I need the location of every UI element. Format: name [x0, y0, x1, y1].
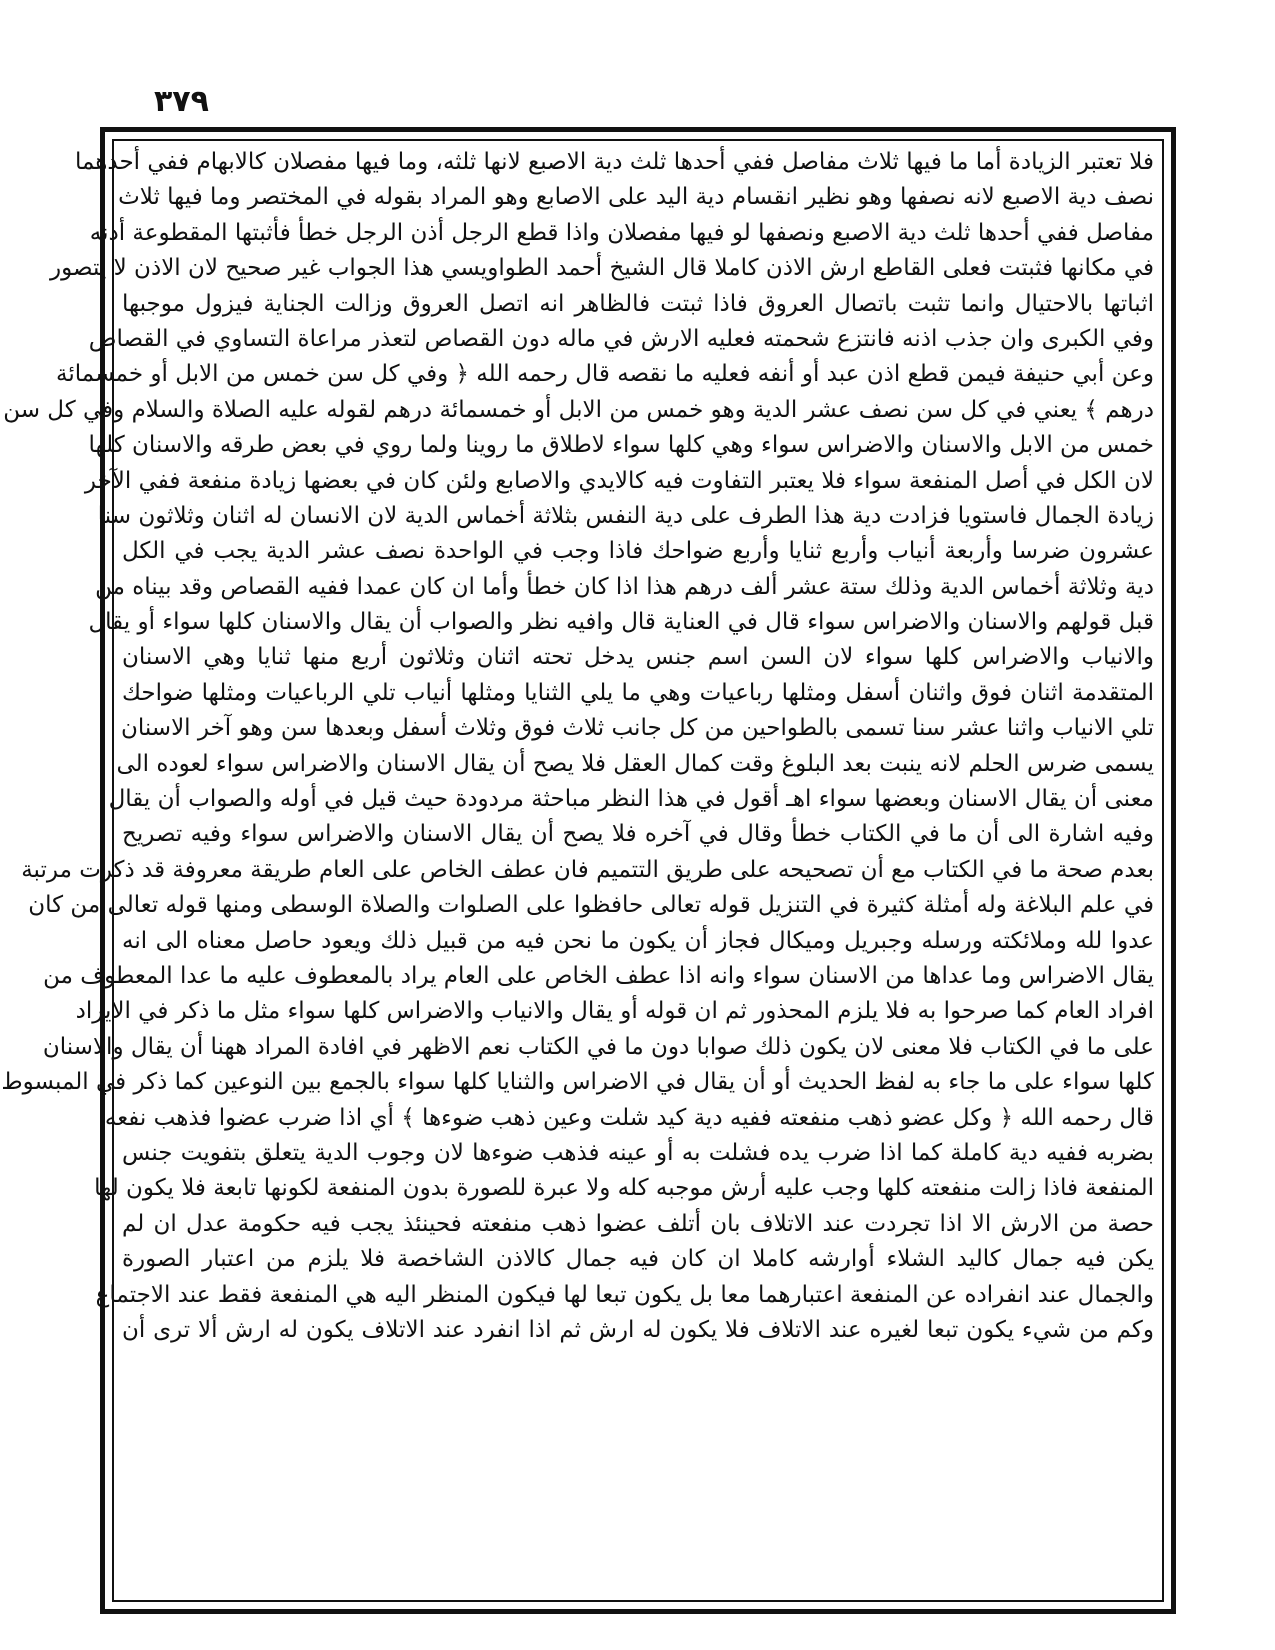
text-line: والجمال عند انفراده عن المنفعة اعتبارهما معا بل يكون تبعا لها فيكون المنظر اليه هي المنفعة فقط عند الاجتماع [95, 1281, 1154, 1308]
text-line: قال رحمه الله ﴿ وكل عضو ذهب منفعته ففيه دية كيد شلت وعين ذهب ضوءها ﴾ أي اذا ضرب عضوا فذهب نفعه [104, 1104, 1154, 1131]
text-line: عدوا لله وملائكته ورسله وجبريل وميكال فجاز أن يكون ما نحن فيه من قبيل ذلك ويعود حاصل معناه الى انه [122, 927, 1154, 954]
text-line: وفيه اشارة الى أن ما في الكتاب خطأ وقال في آخره فلا يصح أن يقال الاسنان والاضراس سواء وفيه تصريح [122, 821, 1154, 848]
text-line: اثباتها بالاحتيال وانما تثبت باتصال العروق فاذا ثبتت فالظاهر انه اتصل العروق وزالت الجناية فيزول موجبها [122, 290, 1154, 317]
text-frame [1, 139, 1164, 1602]
text-line: قبل قولهم والاسنان والاضراس سواء قال في العناية قال وافيه نظر والصواب أن يقال والاسنان كلها سواء أو يقال [88, 609, 1154, 636]
text-line: نصف دية الاصبع لانه نصفها وهو نظير انقسام دية اليد على الاصابع وهو المراد بقوله في المختصر وما فيها ثلاث [118, 184, 1154, 211]
text-line: كلها سواء على ما جاء به لفظ الحديث أو أن يقال في الاضراس والثنايا كلها سواء بالجمع بين النوعين كما ذكر في المبسوط [1, 1069, 1154, 1096]
text-line: وفي الكبرى وان جذب اذنه فانتزع شحمته فعليه الارش في ماله دون القصاص لتعذر مراعاة التساوي في القصاص [88, 325, 1154, 352]
text-line: والانياب والاضراس كلها سواء لان السن اسم جنس يدخل تحته اثنان وثلاثون أربع منها ثنايا وهي الاسنان [122, 644, 1154, 671]
text-body [1, 145, 1154, 1348]
text-line: وعن أبي حنيفة فيمن قطع اذن عبد أو أنفه فعليه ما نقصه قال رحمه الله ﴿ وفي كل سن خمس من الابل أو خمسمائة [56, 361, 1154, 388]
page-number: ٣٧٩ [154, 84, 209, 119]
text-line: مفاصل ففي أحدها ثلث دية الاصبع ونصفها لو فيها مفصلان واذا قطع الرجل أذن الرجل خطأ فأثبتها المقطوعة أذنه [89, 219, 1154, 246]
text-line: لان الكل في أصل المنفعة سواء فلا يعتبر التفاوت فيه كالايدي والاصابع ولئن كان في بعضها زيادة منفعة ففي الآخر [84, 467, 1154, 494]
text-line: افراد العام كما صرحوا به فلا يلزم المحذور ثم ان قوله أو يقال والانياب والاضراس كلها سواء مثل ما ذكر في الايراد [75, 998, 1154, 1025]
text-line: بضربه ففيه دية كاملة كما اذا ضرب يده فشلت به أو عينه فذهب ضوءها لان وجوب الدية يتعلق بتفويت جنس [122, 1139, 1154, 1166]
text-line: تلي الانياب واثنا عشر سنا تسمى بالطواحين من كل جانب ثلاث فوق وثلاث أسفل وبعدها سن وهو آخر الاسنان [120, 715, 1154, 742]
text-line: خمس من الابل والاسنان والاضراس سواء وهي كلها سواء لاطلاق ما روينا ولما روي في بعض طرقه والاسنان كلها [88, 432, 1154, 459]
text-line: درهم ﴾ يعني في كل سن نصف عشر الدية وهو خمس من الابل أو خمسمائة درهم لقوله عليه الصلاة والسلام وفي كل سن [3, 396, 1154, 423]
text-line: حصة من الارش الا اذا تجردت عند الاتلاف بان أتلف عضوا ذهب منفعته فحينئذ يجب فيه حكومة عدل ان لم [122, 1210, 1154, 1237]
text-line: عشرون ضرسا وأربعة أنياب وأربع ثنايا وأربع ضواحك فاذا وجب في الواحدة نصف عشر الدية يجب في الكل [122, 538, 1154, 565]
text-line: زيادة الجمال فاستويا فزادت دية هذا الطرف على دية النفس بثلاثة أخماس الدية لان الانسان له اثنان وثلاثون سنا [97, 502, 1154, 529]
text-line: يكن فيه جمال كاليد الشلاء أوارشه كاملا ان كان فيه جمال كالاذن الشاخصة فلا يلزم من اعتبار الصورة [122, 1246, 1154, 1273]
text-line: بعدم صحة ما في الكتاب مع أن تصحيحه على طريق التتميم فان عطف الخاص على العام طريقة معروفة قد ذكرت مرتبة [21, 856, 1154, 883]
text-line: في مكانها فثبتت فعلى القاطع ارش الاذن كاملا قال الشيخ أحمد الطواويسي هذا الجواب غير صحيح لان الاذن لا يتصور [50, 255, 1154, 282]
text-line: يسمى ضرس الحلم لانه ينبت بعد البلوغ وقت كمال العقل فلا يصح أن يقال الاسنان والاضراس سواء لعوده الى [116, 750, 1154, 777]
text-line: يقال الاضراس وما عداها من الاسنان سواء وانه اذا عطف الخاص على العام يراد بالمعطوف عليه ما عدا المعطوف من [43, 962, 1154, 989]
text-line: في علم البلاغة وله أمثلة كثيرة في التنزيل قوله تعالى حافظوا على الصلوات والصلاة الوسطى ومنها قوله تعالى من كان [28, 892, 1154, 919]
text-line: دية وثلاثة أخماس الدية وذلك ستة عشر ألف درهم هذا اذا كان خطأ وأما ان كان عمدا ففيه القصاص وقد بيناه من [95, 573, 1154, 600]
text-line: وكم من شيء يكون تبعا لغيره عند الاتلاف فلا يكون له ارش ثم اذا انفرد عند الاتلاف يكون له ارش ألا ترى أن [122, 1316, 1154, 1343]
text-line: معنى أن يقال الاسنان وبعضها سواء اهـ أقول في هذا النظر مباحثة مردودة حيث قيل في أوله والصواب أن يقال [108, 786, 1154, 813]
text-line: على ما في الكتاب فلا معنى لان يكون ذلك صوابا دون ما في الكتاب نعم الاظهر في افادة المراد ههنا أن يقال والاسنان [42, 1033, 1154, 1060]
text-line: المتقدمة اثنان فوق واثنان أسفل ومثلها رباعيات وهي ما يلي الثنايا ومثلها أنياب تلي الرباعيات ومثلها ضواحك [122, 679, 1154, 706]
text-line: فلا تعتبر الزيادة أما ما فيها ثلاث مفاصل ففي أحدها ثلث دية الاصبع لانها ثلثه، وما فيها مفصلان كالابهام ففي أحدهما [74, 149, 1154, 175]
text-line: المنفعة فاذا زالت منفعته كلها وجب عليه أرش موجبه كله ولا عبرة للصورة بدون المنفعة لكونها تابعة فلا يكون لها [94, 1175, 1154, 1202]
